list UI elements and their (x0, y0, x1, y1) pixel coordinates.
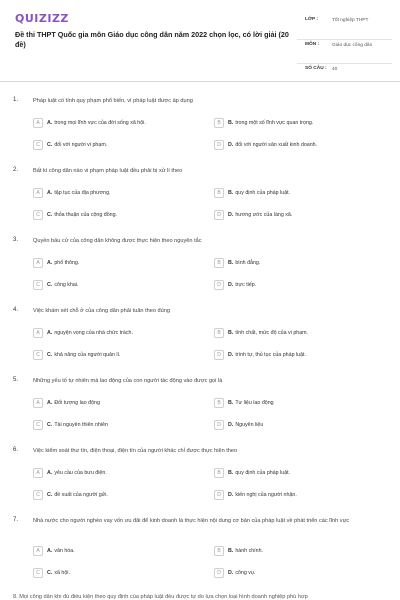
option-letter-box: B (214, 546, 224, 556)
option-key: C. (47, 352, 53, 358)
option-key: D. (228, 142, 234, 148)
option-letter-box: D (214, 210, 224, 220)
question-text: Quyền bầu cử của công dân không được thực hiện theo nguyên tắc (33, 238, 202, 244)
question-number: 6. (13, 447, 19, 453)
option-text: kiến nghị của người nhận. (235, 492, 297, 498)
option-a[interactable] (33, 187, 183, 199)
option-text: Tư liệu lao động (235, 400, 274, 406)
option-b[interactable] (214, 117, 364, 129)
option-key: A. (47, 120, 53, 126)
option-key: B. (228, 548, 234, 554)
option-letter-box: C (33, 420, 43, 430)
option-a[interactable] (33, 545, 183, 557)
question-number: 7. (13, 517, 19, 523)
option-a[interactable] (33, 257, 183, 269)
question-text: Những yếu tố tự nhiên mà lao động của con người tác động vào được gọi là (33, 378, 223, 384)
option-letter-box: D (214, 140, 224, 150)
option-b[interactable] (214, 187, 364, 199)
option-text: yêu cầu của bưu điện. (54, 470, 107, 476)
option-key: A. (47, 400, 53, 406)
option-text: công khai. (54, 282, 79, 288)
option-letter-box: B (214, 188, 224, 198)
option-key: C. (47, 570, 53, 576)
meta-table (297, 15, 392, 82)
option-key: A. (47, 260, 53, 266)
meta-value: Tốt nghiệp THPT (332, 18, 369, 23)
option-letter-box: D (214, 280, 224, 290)
question-number: 3. (13, 237, 19, 243)
option-letter-box: A (33, 398, 43, 408)
option-letter-box: A (33, 328, 43, 338)
option-text: thỏa thuận của cộng đồng. (54, 212, 118, 218)
question-text: Việc kiểm soát thư tín, điện thoại, điện tín của người khác chỉ được thực hiện theo (33, 448, 238, 454)
option-text: Tài nguyên thiên nhiên (54, 422, 108, 428)
option-letter-box: A (33, 118, 43, 128)
option-key: A. (47, 330, 53, 336)
option-key: D. (228, 492, 234, 498)
option-text: quy định của pháp luật. (235, 470, 291, 476)
option-letter-box: B (214, 328, 224, 338)
option-letter-box: B (214, 118, 224, 128)
option-b[interactable] (214, 545, 364, 557)
option-letter-box: A (33, 468, 43, 478)
option-text: trình tự, thủ tục của pháp luật. (235, 352, 306, 358)
option-c[interactable] (33, 139, 183, 151)
option-letter-box: A (33, 258, 43, 268)
option-d[interactable] (214, 139, 364, 151)
option-letter-box: B (214, 258, 224, 268)
option-d[interactable] (214, 489, 364, 501)
option-text: hương ước của làng xã. (235, 212, 293, 218)
option-key: D. (228, 212, 234, 218)
option-d[interactable] (214, 349, 364, 361)
option-b[interactable] (214, 327, 364, 339)
option-key: D. (228, 282, 234, 288)
option-letter-box: A (33, 188, 43, 198)
option-letter-box: C (33, 140, 43, 150)
option-key: C. (47, 282, 53, 288)
option-b[interactable] (214, 257, 364, 269)
question-text: Bất kì công dân nào vi phạm pháp luật đều phải bị xử lí theo (33, 168, 183, 174)
meta-row-count (297, 64, 392, 82)
option-b[interactable] (214, 397, 364, 409)
meta-row-class (297, 15, 392, 40)
option-letter-box: D (214, 568, 224, 578)
option-c[interactable] (33, 489, 183, 501)
option-letter-box: C (33, 490, 43, 500)
option-letter-box: D (214, 420, 224, 430)
option-letter-box: C (33, 350, 43, 360)
option-c[interactable] (33, 349, 183, 361)
option-letter-box: A (33, 546, 43, 556)
option-a[interactable] (33, 117, 183, 129)
meta-row-subject (297, 40, 392, 64)
option-c[interactable] (33, 567, 183, 579)
option-key: B. (228, 470, 234, 476)
option-key: C. (47, 142, 53, 148)
option-d[interactable] (214, 419, 364, 431)
option-letter-box: C (33, 210, 43, 220)
option-key: A. (47, 470, 53, 476)
option-c[interactable] (33, 209, 183, 221)
option-letter-box: B (214, 398, 224, 408)
option-letter-box: C (33, 568, 43, 578)
question-number: 5. (13, 377, 19, 383)
option-text: Nguyên liệu (235, 422, 264, 428)
question-number: 2. (13, 167, 19, 173)
option-d[interactable] (214, 567, 364, 579)
option-text: nguyện vọng của nhà chức trách. (54, 330, 133, 336)
option-key: C. (47, 422, 53, 428)
option-d[interactable] (214, 209, 364, 221)
question-text: Nhà nước cho người nghèo vay vốn ưu đãi để kinh doanh là thực hiện nội dung cơ bản của pháp luật về phát triển các lĩnh vực (33, 518, 350, 524)
quizizz-logo: QUIZIZZ (15, 12, 69, 25)
meta-value: Giáo dục công dân (332, 43, 373, 48)
option-c[interactable] (33, 419, 183, 431)
option-text: đối với người vi phạm. (54, 142, 108, 148)
option-d[interactable] (214, 279, 364, 291)
option-key: B. (228, 400, 234, 406)
option-key: B. (228, 260, 234, 266)
worksheet-header (0, 0, 400, 82)
option-text: khả năng của người quản lí. (54, 352, 121, 358)
option-c[interactable] (33, 279, 183, 291)
option-text: xã hội. (54, 570, 70, 576)
option-key: B. (228, 330, 234, 336)
option-text: tập tục của địa phương. (54, 190, 111, 196)
question-number: 4. (13, 307, 19, 313)
option-letter-box: B (214, 468, 224, 478)
meta-key: SỐ CÂU : (305, 66, 327, 71)
option-text: đề xuất của người gửi. (54, 492, 108, 498)
option-text: quy định của pháp luật. (235, 190, 291, 196)
option-letter-box: D (214, 350, 224, 360)
option-key: B. (228, 190, 234, 196)
question-text: Việc khám xét chỗ ở của công dân phải tuân theo đúng (33, 308, 170, 314)
option-key: D. (228, 422, 234, 428)
option-text: hành chính. (235, 548, 263, 554)
option-text: trong mọi lĩnh vực của đời sống xã hội. (54, 120, 146, 126)
option-text: trong một số lĩnh vực quan trọng. (235, 120, 314, 126)
meta-key: LỚP : (305, 17, 319, 22)
option-key: D. (228, 570, 234, 576)
option-b[interactable] (214, 467, 364, 479)
option-text: văn hóa. (54, 548, 75, 554)
next-question-partial: 8. Mọi công dân khi đủ điều kiện theo quy định của pháp luật đều được tự do lựa chọn loại hình doanh nghiệp phù hợp (13, 594, 308, 600)
option-text: tính chất, mức độ của vi phạm. (235, 330, 309, 336)
option-a[interactable] (33, 467, 183, 479)
option-text: Đối tượng lao động (54, 400, 100, 406)
option-key: C. (47, 212, 53, 218)
option-text: trực tiếp. (235, 282, 257, 288)
page-title: Đề thi THPT Quốc gia môn Giáo dục công dân năm 2022 chọn lọc, có lời giải (20 đề) (15, 30, 289, 49)
option-text: bình đẳng. (235, 260, 261, 266)
option-letter-box: C (33, 280, 43, 290)
question-text: Pháp luật có tính quy phạm phổ biến, vì pháp luật được áp dụng (33, 98, 193, 104)
option-key: A. (47, 190, 53, 196)
option-key: B. (228, 120, 234, 126)
question-number: 1. (13, 97, 19, 103)
option-key: D. (228, 352, 234, 358)
option-text: công vụ. (235, 570, 256, 576)
option-key: C. (47, 492, 53, 498)
option-text: phổ thông. (54, 260, 80, 266)
option-a[interactable] (33, 397, 183, 409)
option-text: đối với người sản xuất kinh doanh. (235, 142, 318, 148)
meta-key: MÔN : (305, 42, 320, 47)
meta-value: 40 (332, 67, 338, 72)
option-key: A. (47, 548, 53, 554)
option-a[interactable] (33, 327, 183, 339)
option-letter-box: D (214, 490, 224, 500)
